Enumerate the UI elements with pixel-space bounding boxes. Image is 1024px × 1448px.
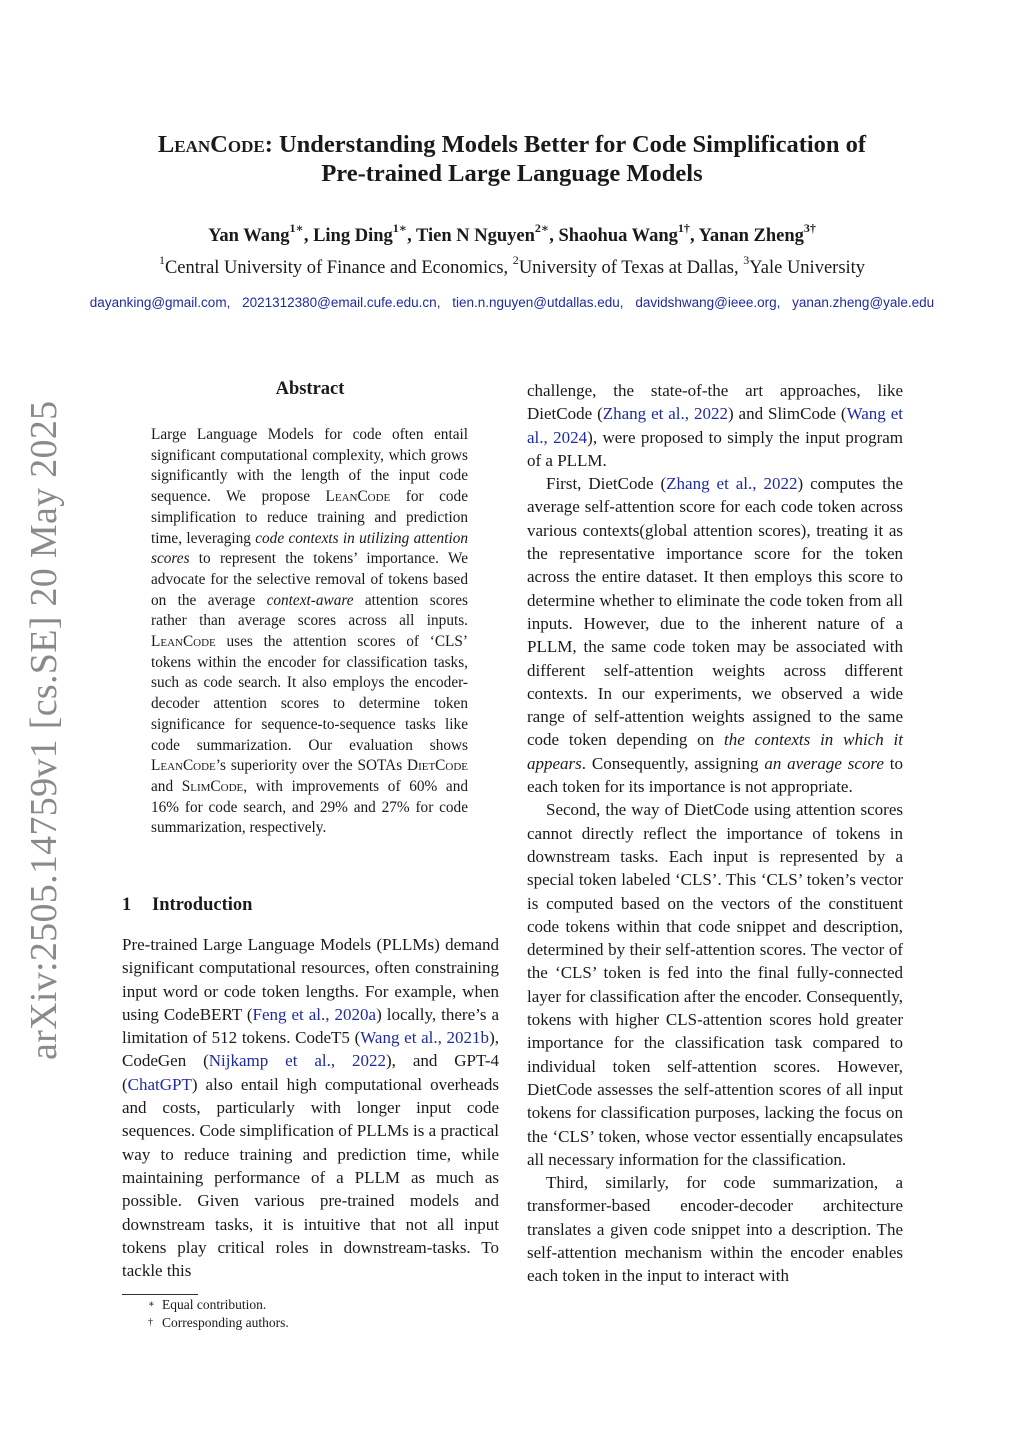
email-link[interactable]: 2021312380@email.cufe.edu.cn,: [242, 295, 441, 310]
citation-link[interactable]: Wang et al., 2024: [527, 404, 903, 447]
author: Yan Wang$^{1∗}$,: [208, 221, 314, 246]
title-system-name: LeanCode: [157, 131, 265, 158]
author: Yanan Zheng$^{3\dagger}$: [698, 221, 816, 246]
citation-link[interactable]: ChatGPT: [127, 1074, 192, 1094]
right-column: [527, 379, 903, 1288]
paragraph: challenge, the state-of-the art approaches, like DietCode (Zhang et al., 2022) and SlimCode (Wang et al., 2024), were proposed to simply the input program of a PLLM.: [527, 381, 903, 470]
citation-link[interactable]: Feng et al., 2020a: [252, 1004, 377, 1024]
paragraph: First, DietCode (Zhang et al., 2022) computes the average self-attention score for each code token across various contexts(global attention scores), treating it as the representative importance score for the token across the entire dataset. It then employs this score to determine whether to eliminate the code token from all inputs. However, due to the inherent nature of a PLLM, the same code token may be associated with different self-attention weights across different contexts. In our experiments, we observed a wide range of self-attention weights assigned to the same code token depending on the contexts in which it appears. Consequently, assigning an average score to each token for its importance is not appropriate.: [527, 474, 903, 797]
arxiv-identifier-stamp: arXiv:2505.14759v1 [cs.SE] 20 May 2025: [23, 400, 65, 1060]
system-name: LeanCode: [151, 633, 216, 651]
section-heading-introduction: 1 Introduction: [122, 895, 253, 915]
footnote: † Corresponding authors.: [148, 1315, 289, 1330]
citation-link[interactable]: Nijkamp et al., 2022: [208, 1051, 387, 1071]
paragraph: Third, similarly, for code summarization, a transformer-based encoder-decoder architecture translates a given code snippet into a description. The self-attention mechanism within the encoder enables each token in the input to interact with: [527, 1173, 903, 1286]
abstract-body: Large Language Models for code often entail significant computational complexity, which grows significantly with the length of the input code sequence. We propose LeanCode for code simplification to reduce training and prediction time, leveraging code contexts in utilizing attention scores to represent the tokens’ importance. We advocate for the selective removal of tokens based on the average context-aware attention scores rather than average scores across all inputs. LeanCode uses the attention scores of ‘CLS’ tokens within the encoder for classification tasks, such as code search. It also employs the encoder-decoder attention scores to determine token significance for sequence-to-sequence tasks like code summarization. Our evaluation shows LeanCode’s superiority over the SOTAs DietCode and SlimCode, with improvements of 60% and 16% for code search, and 29% and 27% for code summarization, respectively.: [151, 426, 468, 837]
footnote-divider: [122, 1294, 198, 1295]
author: Ling Ding$^{1∗}$,: [313, 221, 416, 246]
affiliation: $^1$Central University of Finance and Economics,: [158, 253, 513, 278]
title-line-1-rest: : Understanding Models Better for Code Simplification of: [264, 131, 867, 158]
email-list: [60, 295, 964, 310]
footnote: ∗ Equal contribution.: [148, 1297, 267, 1312]
email-link[interactable]: dayanking@gmail.com,: [89, 295, 231, 310]
baseline-name: SlimCode: [181, 777, 244, 795]
author: Tien N Nguyen$^{2∗}$,: [415, 221, 559, 246]
citation-link[interactable]: Zhang et al., 2022: [602, 404, 728, 424]
author: Shaohua Wang$^{1\dagger}$,: [558, 221, 699, 246]
paper-title: [90, 130, 934, 188]
system-name: LeanCode: [151, 757, 216, 775]
email-link[interactable]: davidshwang@ieee.org,: [635, 295, 781, 310]
title-line-2: Pre-trained Large Language Models: [321, 160, 703, 187]
system-name: LeanCode: [325, 488, 391, 506]
author-list: [60, 221, 964, 247]
citation-link[interactable]: Wang et al., 2021b: [360, 1028, 490, 1048]
paragraph: Second, the way of DietCode using attention scores cannot directly reflect the importance of tokens in downstream tasks. Each input is represented by a special token labeled ‘CLS’. This ‘CLS’ token’s vector is computed based on the vectors of the constituent code tokens within that code snippet and description, determined by their self-attention scores. The vector of the ‘CLS’ token is fed into the final fully-connected layer for classification after the encoder. Consequently, tokens with higher CLS-attention scores hold greater importance for the classification task compared to individual token self-attention scores. However, DietCode assesses the self-attention scores of all input tokens for classification purposes, lacking the focus on the ‘CLS’ token, whose vector essentially encapsulates all necessary information for the classification.: [527, 800, 903, 1169]
baseline-name: DietCode: [407, 757, 468, 775]
introduction-paragraph: Pre-trained Large Language Models (PLLMs) demand significant computational resources, often constraining input word or code token lengths. For example, when using CodeBERT (Feng et al., 2020a) locally, there’s a limitation of 512 tokens. CodeT5 (Wang et al., 2021b), CodeGen (Nijkamp et al., 2022), and GPT-4 (ChatGPT) also entail high computational overheads and costs, particularly with longer input code sequences. Code simplification of PLLMs is a practical way to reduce training and prediction time, while maintaining performance of a PLLM as much as possible. Given various pre-trained models and downstream tasks, it is intuitive that not all input tokens play critical roles in downstream-tasks. To tackle this: [122, 935, 499, 1281]
affiliation-list: [60, 253, 964, 279]
affiliation: $^3$Yale University: [743, 253, 866, 278]
email-link[interactable]: yanan.zheng@yale.edu: [792, 295, 935, 310]
affiliation: $^2$University of Texas at Dallas,: [512, 253, 744, 278]
citation-link[interactable]: Zhang et al., 2022: [666, 474, 798, 494]
email-link[interactable]: tien.n.nguyen@utdallas.edu,: [452, 295, 624, 310]
abstract-heading: Abstract: [275, 379, 345, 399]
footnotes: [148, 1296, 289, 1332]
